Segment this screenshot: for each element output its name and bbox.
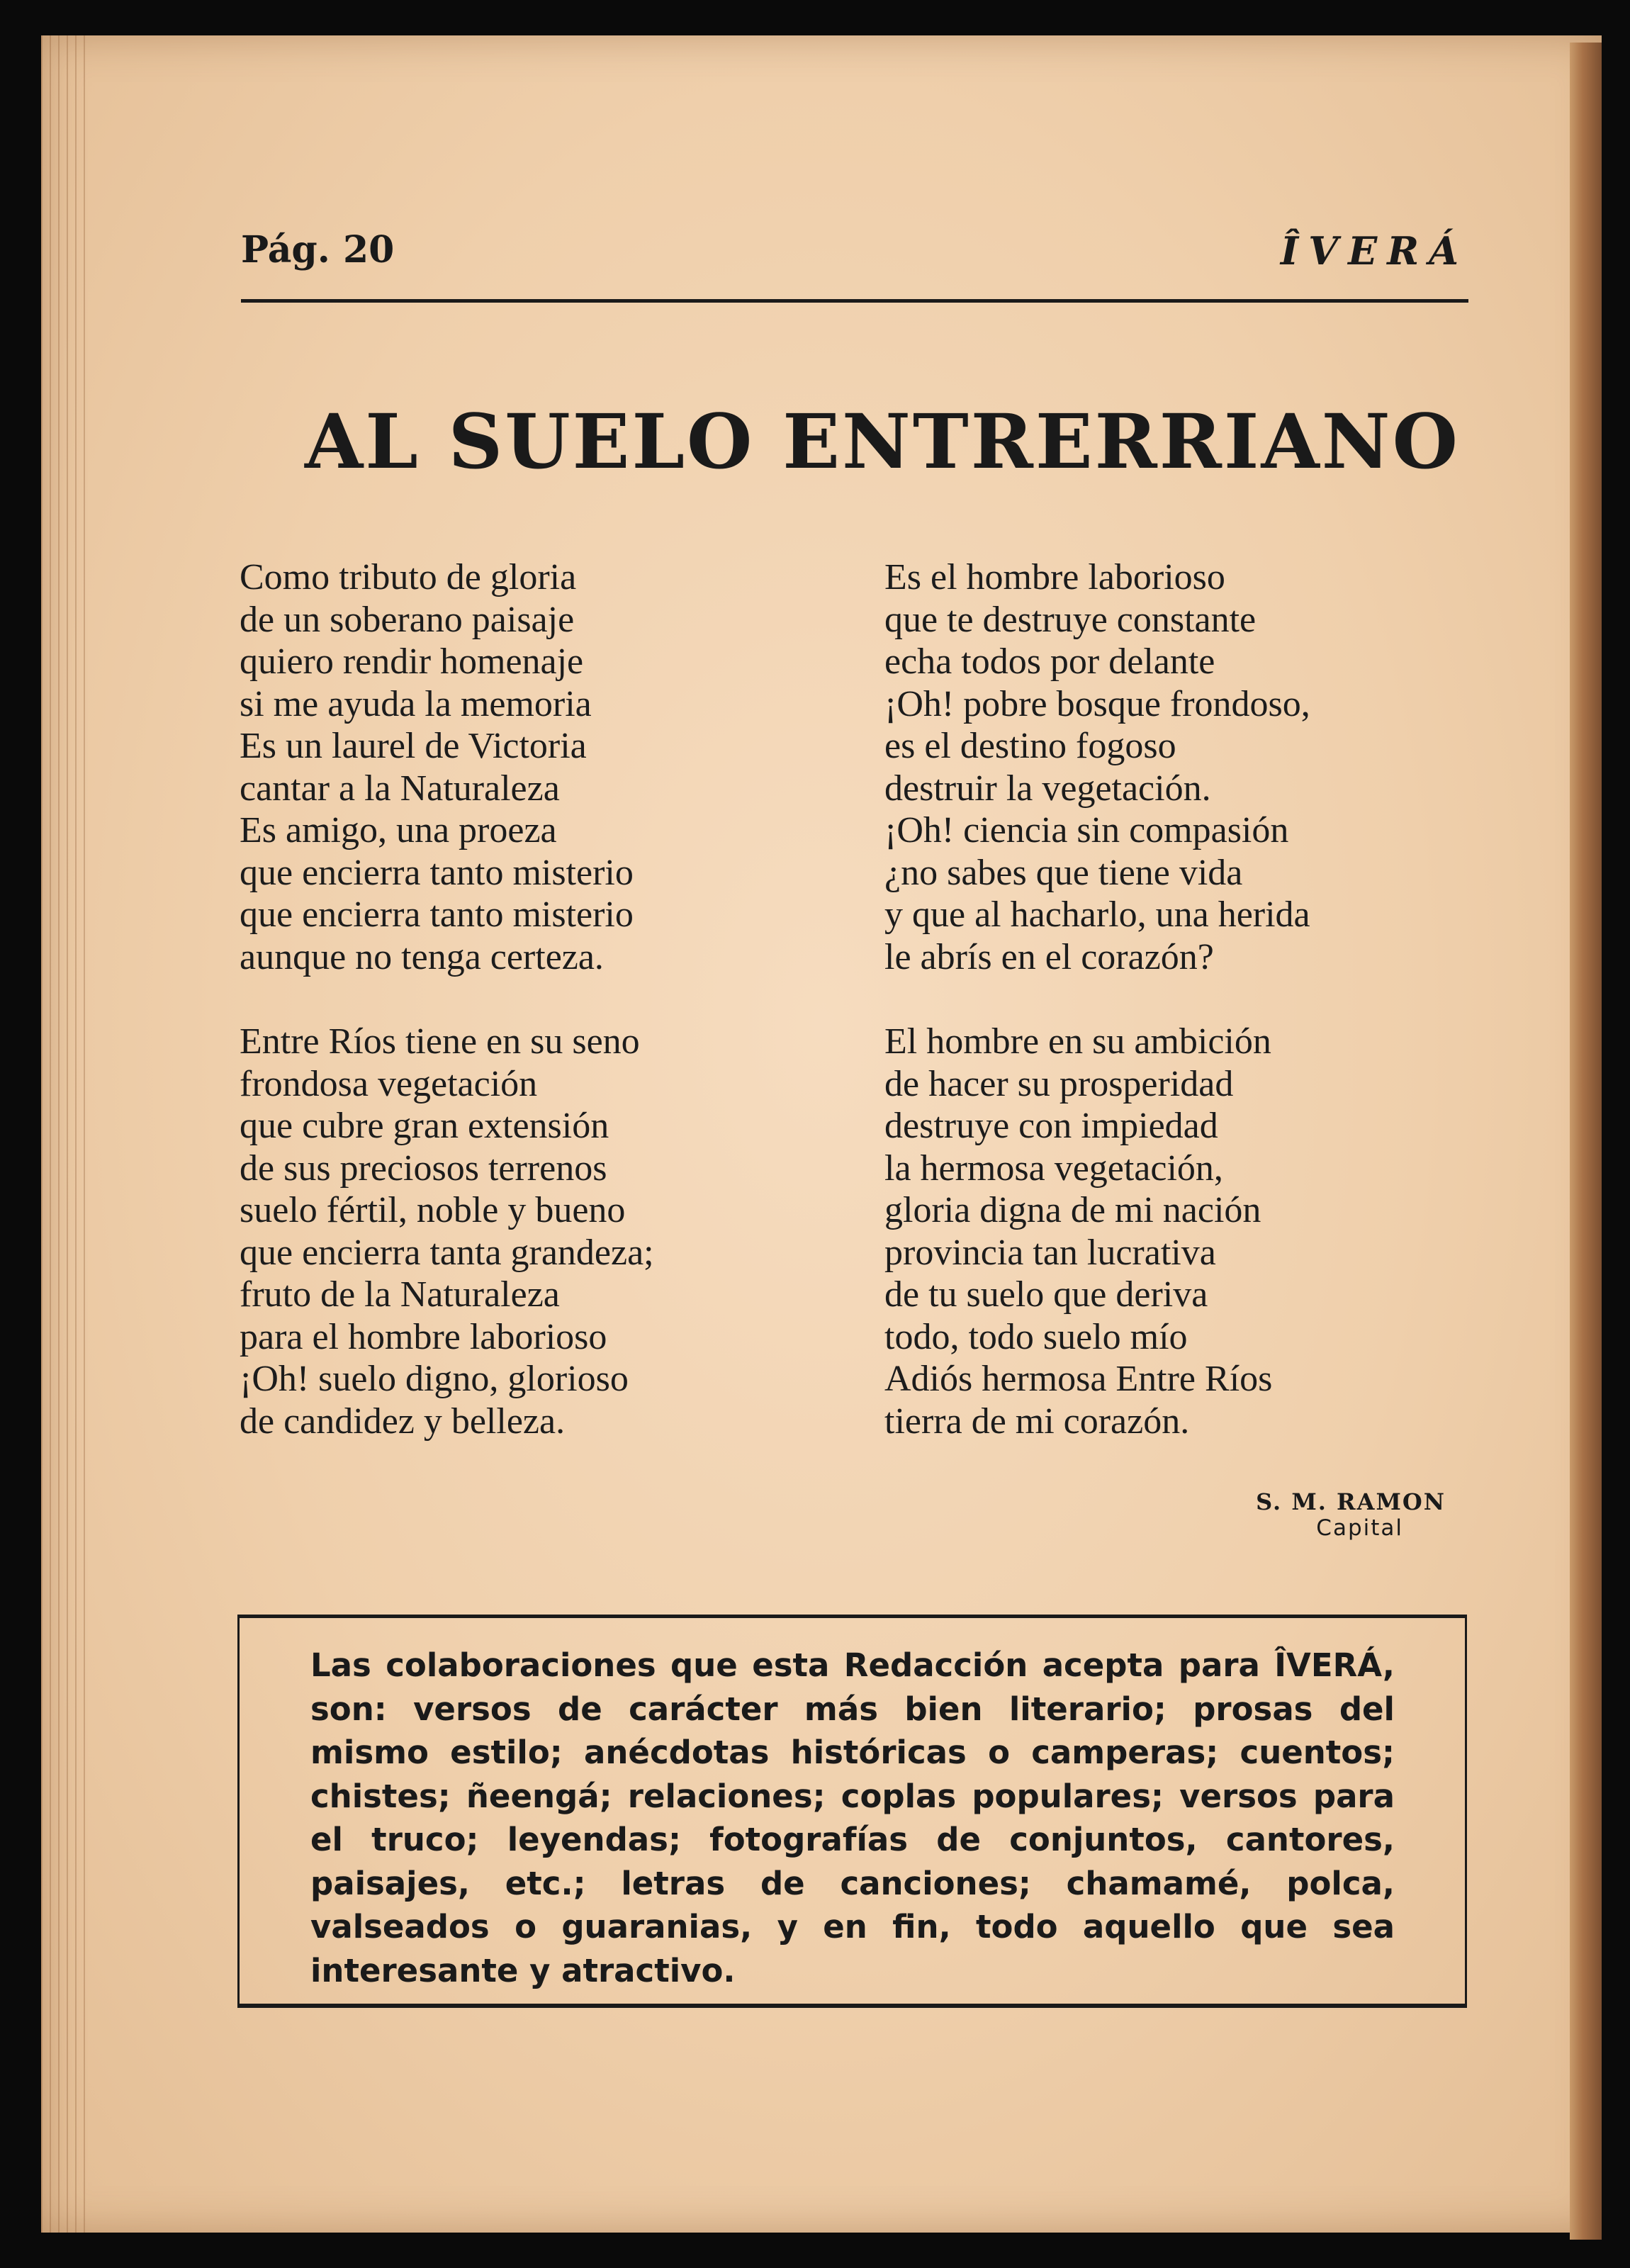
stanza [884, 1021, 1423, 1442]
page-number: Pág. 20 [241, 228, 395, 271]
verse-line: Es amigo, una proeza [240, 810, 557, 850]
verse-line: destruir la vegetación. [884, 768, 1211, 809]
verse-line: de candidez y belleza. [240, 1400, 566, 1442]
verse-line: Es el hombre laborioso [884, 557, 1225, 597]
verse-line: que encierra tanto misterio [240, 852, 634, 893]
verse-line: suelo fértil, noble y bueno [240, 1190, 626, 1230]
verse-line: ¡Oh! ciencia sin compasión [884, 810, 1289, 850]
page-edge [1570, 43, 1602, 2240]
verse-line: Como tributo de gloria [240, 557, 577, 597]
stanza [884, 556, 1423, 978]
page-spine [41, 35, 91, 2233]
verse-line: gloria digna de mi nación [884, 1190, 1261, 1230]
verse-line: de un soberano paisaje [240, 599, 575, 640]
verse-line: para el hombre laborioso [240, 1316, 607, 1357]
verse-line: y que al hacharlo, una herida [884, 894, 1310, 935]
stanza [240, 556, 778, 978]
notice-box [237, 1615, 1467, 2008]
verse-line: que te destruye constante [884, 599, 1257, 640]
verse-line: provincia tan lucrativa [884, 1232, 1216, 1273]
verse-line: Adiós hermosa Entre Ríos [884, 1359, 1273, 1399]
verse-line: de tu suelo que deriva [884, 1274, 1208, 1315]
verse-line: Entre Ríos tiene en su seno [240, 1021, 640, 1062]
poem-column-right [884, 556, 1423, 1485]
journal-name: ÎVERÁ [1280, 228, 1468, 274]
verse-line: de sus preciosos terrenos [240, 1147, 607, 1189]
page-header [241, 228, 1468, 303]
verse-line: si me ayuda la memoria [240, 683, 592, 724]
notice-text: Las colaboraciones que esta Redacción acepta para ÎVERÁ, son: versos de carácter más bien literario; prosas del mismo estilo; anécdotas históricas o camperas; cuentos; chistes; ñeengá; relaciones; coplas populares; versos para el truco; leyendas; fotografías de conjuntos, cantores, paisajes, etc.; letras de canciones; chamamé, polca, valseados o guaranias, y en fin, todo aquello que sea interesante y atractivo. [310, 1646, 1395, 1989]
verse-line: Es un laurel de Victoria [240, 726, 587, 766]
verse-line: es el destino fogoso [884, 726, 1176, 766]
verse-line: que cubre gran extensión [240, 1106, 609, 1146]
verse-line: ¿no sabes que tiene vida [884, 852, 1243, 893]
verse-line: tierra de mi corazón. [884, 1400, 1190, 1442]
verse-line: todo, todo suelo mío [884, 1316, 1188, 1357]
poem-column-left [240, 556, 778, 1485]
poem-signature [1162, 1488, 1446, 1541]
verse-line: frondosa vegetación [240, 1063, 538, 1104]
verse-line: que encierra tanto misterio [240, 894, 634, 935]
verse-line: ¡Oh! pobre bosque frondoso, [884, 683, 1310, 724]
stanza [240, 1021, 778, 1442]
verse-line: destruye con impiedad [884, 1106, 1218, 1146]
poem-title: AL SUELO ENTRERRIANO [305, 397, 1460, 485]
verse-line: ¡Oh! suelo digno, glorioso [240, 1359, 629, 1399]
verse-line: la hermosa vegetación, [884, 1147, 1223, 1189]
verse-line: fruto de la Naturaleza [240, 1274, 560, 1315]
verse-line: El hombre en su ambición [884, 1021, 1271, 1062]
verse-line: de hacer su prosperidad [884, 1063, 1234, 1104]
verse-line: le abrís en el corazón? [884, 936, 1214, 977]
verse-line: quiero rendir homenaje [240, 641, 584, 682]
author-name: S. M. RAMON [1256, 1488, 1446, 1515]
verse-line: cantar a la Naturaleza [240, 768, 560, 809]
verse-line: echa todos por delante [884, 641, 1215, 682]
verse-line: que encierra tanta grandeza; [240, 1232, 654, 1273]
verse-line: aunque no tenga certeza. [240, 936, 604, 977]
author-location: Capital [1316, 1515, 1403, 1541]
